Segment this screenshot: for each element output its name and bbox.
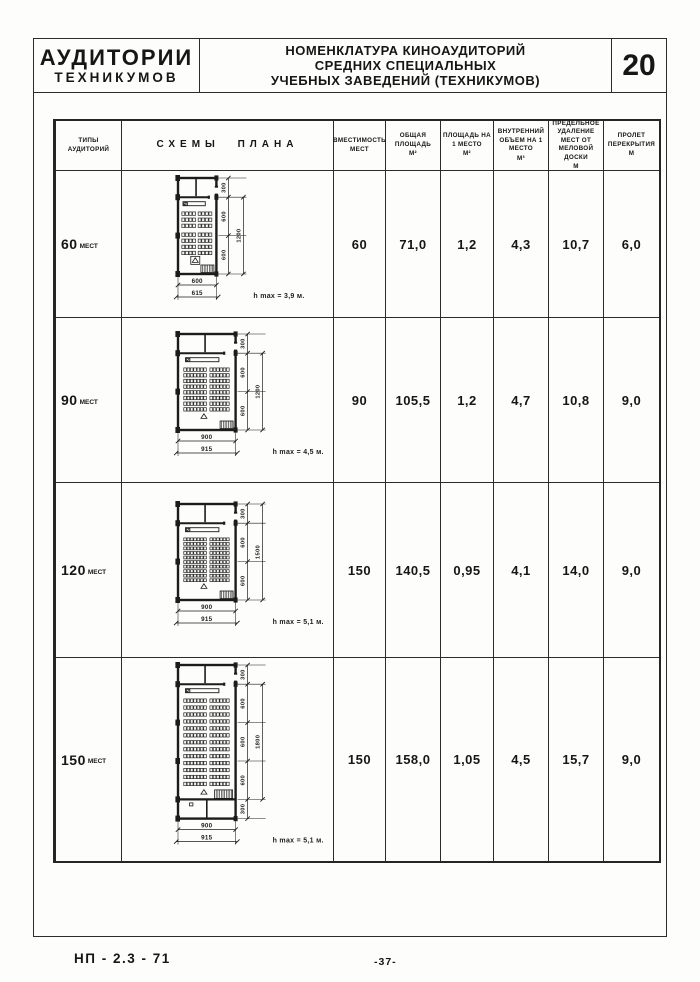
svg-text:600: 600 xyxy=(240,736,247,747)
max-distance-value: 10,7 xyxy=(549,171,604,318)
row-type-90: 90 МЕСТ xyxy=(56,318,122,483)
svg-text:1200: 1200 xyxy=(255,384,262,399)
svg-text:1800: 1800 xyxy=(255,734,262,749)
title-block xyxy=(34,39,666,93)
max-distance-value: 15,7 xyxy=(549,658,604,861)
capacity-value: 150 xyxy=(334,483,386,658)
svg-text:600: 600 xyxy=(240,697,247,709)
svg-text:915: 915 xyxy=(200,834,212,842)
svg-text:1200: 1200 xyxy=(235,228,242,243)
svg-text:h max = 4,5 м.: h max = 4,5 м. xyxy=(272,449,324,456)
max-distance-value: 10,8 xyxy=(549,318,604,483)
total-area-value: 158,0 xyxy=(386,658,441,861)
floor-plan-cell-90 xyxy=(122,318,334,483)
svg-text:h max = 3,9 м.: h max = 3,9 м. xyxy=(252,293,305,300)
page-reference: -37- xyxy=(374,956,397,968)
auditorium-table xyxy=(53,119,661,863)
floor-plan-cell-150 xyxy=(122,658,334,861)
area-per-seat-value: 1,2 xyxy=(441,318,494,483)
svg-text:300: 300 xyxy=(240,803,247,814)
volume-per-seat-value: 4,1 xyxy=(494,483,549,658)
span-value: 9,0 xyxy=(604,318,659,483)
volume-per-seat-value: 4,5 xyxy=(494,658,549,861)
svg-text:600: 600 xyxy=(220,211,227,222)
doc-title-main: АУДИТОРИИ xyxy=(39,45,194,70)
col-header-capacity: ВМЕСТИМОСТЬ МЕСТ xyxy=(334,121,386,171)
col-header-types: ТИПЫ АУДИТОРИЙ xyxy=(56,121,122,171)
svg-text:300: 300 xyxy=(220,182,227,193)
max-distance-value: 14,0 xyxy=(549,483,604,658)
doc-subject-line2: СРЕДНИХ СПЕЦИАЛЬНЫХ xyxy=(314,58,497,73)
svg-text:915: 915 xyxy=(200,446,212,453)
floor-plan-150-drawing xyxy=(128,660,328,860)
span-value: 9,0 xyxy=(604,483,659,658)
floor-plan-cell-60 xyxy=(122,171,334,318)
title-left-cell xyxy=(34,39,200,92)
row-type-150: 150 МЕСТ xyxy=(56,658,122,861)
capacity-value: 90 xyxy=(334,318,386,483)
svg-text:900: 900 xyxy=(200,434,212,441)
row-type-60: 60 МЕСТ xyxy=(56,171,122,318)
document-code: НП - 2.3 - 71 xyxy=(74,951,171,966)
svg-text:900: 900 xyxy=(200,822,212,830)
sheet-number: 20 xyxy=(611,39,666,92)
col-header-schemes: СХЕМЫ ПЛАНА xyxy=(122,121,334,171)
doc-subject-line1: НОМЕНКЛАТУРА КИНОАУДИТОРИЙ xyxy=(285,43,526,58)
col-header-volume-per-seat: ВНУТРЕННИЙ ОБЪЕМ НА 1 МЕСТО М³ xyxy=(494,121,549,171)
span-value: 6,0 xyxy=(604,171,659,318)
svg-text:300: 300 xyxy=(240,668,247,680)
svg-text:600: 600 xyxy=(240,367,247,378)
floor-plan-cell-120 xyxy=(122,483,334,658)
svg-text:h max = 5,1 м.: h max = 5,1 м. xyxy=(272,619,324,626)
svg-text:600: 600 xyxy=(220,249,227,261)
svg-text:1500: 1500 xyxy=(255,544,262,560)
row-type-120: 120 МЕСТ xyxy=(56,483,122,658)
floor-plan-120-drawing xyxy=(128,499,328,641)
doc-subject-line3: УЧЕБНЫХ ЗАВЕДЕНИЙ (ТЕХНИКУМОВ) xyxy=(270,73,541,88)
col-header-total-area: ОБЩАЯ ПЛОЩАДЬ М² xyxy=(386,121,441,171)
doc-title-sub: ТЕХНИКУМОВ xyxy=(54,70,179,85)
svg-text:600: 600 xyxy=(191,278,203,285)
area-per-seat-value: 1,2 xyxy=(441,171,494,318)
floor-plan-90-drawing xyxy=(128,329,328,471)
svg-text:600: 600 xyxy=(240,405,247,417)
title-center-cell xyxy=(200,39,611,92)
svg-text:300: 300 xyxy=(240,508,247,519)
area-per-seat-value: 1,05 xyxy=(441,658,494,861)
svg-text:915: 915 xyxy=(200,616,212,623)
capacity-value: 60 xyxy=(334,171,386,318)
document-page xyxy=(33,38,667,968)
svg-text:600: 600 xyxy=(240,774,247,785)
span-value: 9,0 xyxy=(621,752,642,767)
capacity-value: 150 xyxy=(334,658,386,861)
svg-text:300: 300 xyxy=(240,338,247,349)
floor-plan-60-drawing xyxy=(128,173,328,315)
col-header-area-per-seat: ПЛОЩАДЬ НА 1 МЕСТО М² xyxy=(441,121,494,171)
svg-text:615: 615 xyxy=(191,290,203,297)
svg-text:900: 900 xyxy=(200,604,212,611)
total-area-value: 140,5 xyxy=(386,483,441,658)
volume-per-seat-value: 4,3 xyxy=(494,171,549,318)
col-header-max-distance: ПРЕДЕЛЬНОЕ УДАЛЕНИЕ МЕСТ ОТ МЕЛОВОЙ ДОСКИ М xyxy=(549,121,604,171)
total-area-value: 71,0 xyxy=(386,171,441,318)
svg-text:600: 600 xyxy=(240,537,247,548)
total-area-value: 105,5 xyxy=(386,318,441,483)
svg-text:h max = 5,1 м.: h max = 5,1 м. xyxy=(272,837,324,845)
volume-per-seat-value: 4,7 xyxy=(494,318,549,483)
svg-text:600: 600 xyxy=(240,575,247,587)
col-header-span: ПРОЛЕТ ПЕРЕКРЫТИЯ М xyxy=(604,121,659,171)
area-per-seat-value: 0,95 xyxy=(441,483,494,658)
